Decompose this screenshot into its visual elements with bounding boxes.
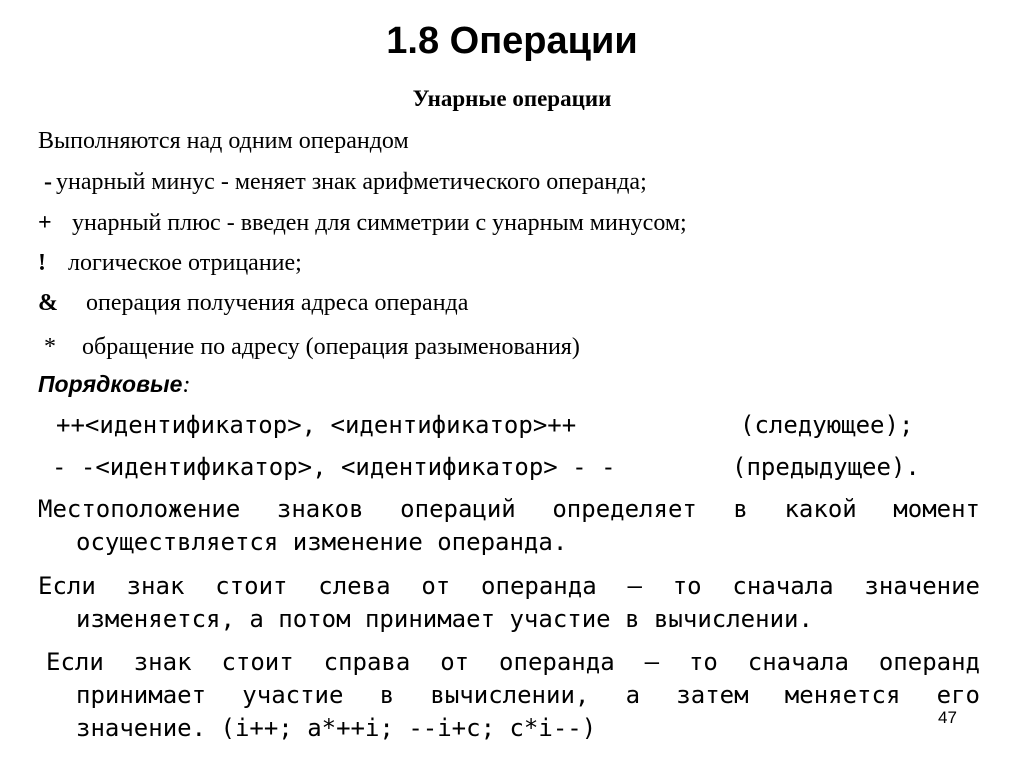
unary-op-symbol: ! [38,250,46,276]
paragraph-postfix [46,646,980,745]
ordinal-heading [38,371,190,399]
paragraph-position [38,493,980,559]
paragraph-prefix [38,570,980,636]
unary-op-text: унарный плюс - введен для симметрии с унарным минусом; [72,210,687,236]
unary-op-text: обращение по адресу (операция разыменования) [82,334,580,360]
unary-op-symbol: * [44,334,56,360]
unary-op-deref [44,334,580,361]
ordinal-op-increment-code: ++<идентификатор>, <идентификатор>++ [56,411,577,439]
paragraph-line: Если знак стоит справа от операнда – то сначала операнд [46,648,980,676]
unary-op-text: логическое отрицание; [68,250,302,276]
paragraph-line: значение. (i++; a*++i; --i+c; c*i--) [76,714,597,742]
unary-op-symbol: + [38,210,52,236]
paragraph-line: осуществляется изменение операнда. [76,528,568,556]
unary-op-minus [44,169,647,196]
paragraph-line: Если знак стоит слева от операнда – то сначала значение [38,572,980,600]
unary-op-not [38,250,302,277]
unary-op-symbol: & [38,290,58,316]
paragraph-line: Местоположение знаков операций определяет в какой момент [38,495,980,523]
ordinal-op-decrement-code: - -<идентификатор>, <идентификатор> - - [52,453,616,481]
intro-text: Выполняются над одним операндом [38,128,409,154]
page-number: 47 [938,708,957,727]
section-subtitle: Унарные операции [412,86,612,111]
ordinal-op-decrement-note: (предыдущее). [732,453,920,481]
slide-title: 1.8 Операции [386,20,638,62]
paragraph-line: изменяется, а потом принимает участие в вычислении. [76,605,813,633]
paragraph-line: принимает участие в вычислении, а затем меняется его [76,681,980,709]
unary-op-text: операция получения адреса операнда [86,290,469,316]
unary-op-plus [38,210,687,237]
unary-op-text: унарный минус - меняет знак арифметического операнда; [56,169,647,195]
ordinal-op-increment-note: (следующее); [740,411,914,439]
ordinal-heading-text: Порядковые [38,371,183,397]
unary-op-symbol: - [44,169,52,195]
ordinal-heading-colon: : [182,372,191,398]
unary-op-address [38,290,468,317]
